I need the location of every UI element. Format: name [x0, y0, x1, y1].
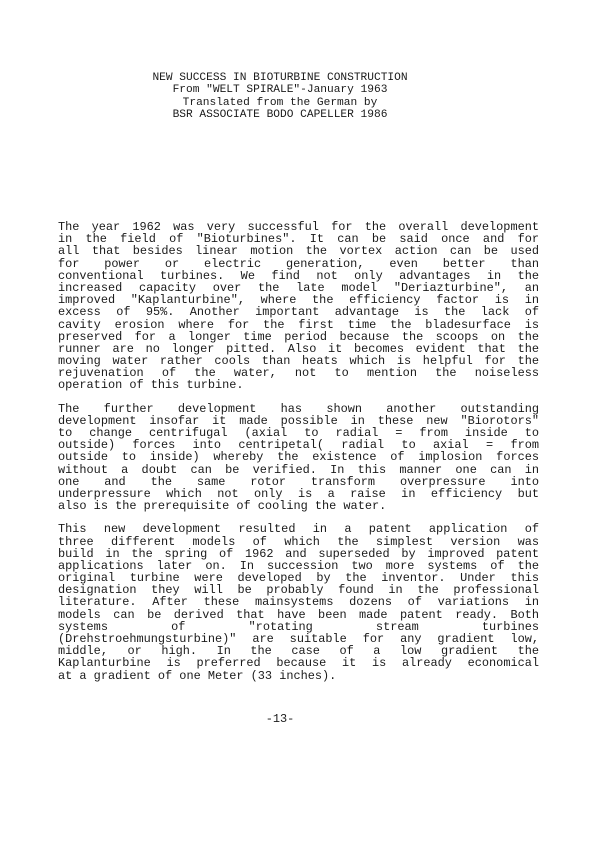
paragraph-line: to change centrifugal (axial to radial = from inside to — [58, 426, 539, 440]
paragraph-line: systems of "rotating stream turbines — [58, 619, 539, 634]
paragraph-line: underpressure which not only is a raise in efficiency but — [58, 486, 539, 501]
paragraph-line: one and the same rotor transform overpressure into — [58, 474, 539, 489]
paragraph-line: improved "Kaplanturbine", where the efficiency factor is in — [58, 293, 539, 308]
paragraph-line: without a doubt can be verified. In this manner one can in — [58, 462, 539, 477]
paragraph-line: also is the prerequisite of cooling the water. — [58, 499, 387, 514]
paragraph-line: literature. After these mainsystems dozens of variations in — [58, 595, 539, 610]
paragraph-line: preserved for a longer time period because the scoops on the — [58, 329, 539, 344]
document-body — [58, 221, 539, 693]
paragraph-line: The further development has shown another outstanding — [58, 401, 539, 416]
paragraph-line: development insofar it made possible in these new "Biorotors" — [58, 413, 539, 428]
paragraph-line: runner are no longer pitted. Also it becomes evident that the — [58, 341, 539, 356]
paragraph-line: (Drehstroehmungsturbine)" are suitable for any gradient low, — [58, 632, 539, 646]
paragraph-line: for power or electric generation, even better than — [58, 256, 539, 271]
document-source: From "WELT SPIRALE"-January 1963 — [172, 84, 388, 97]
paragraph-line: three different models of which the simplest version was — [58, 534, 539, 549]
paragraph-line: outside) forces into centripetal( radial to axial = from — [58, 438, 539, 453]
translation-note: Translated from the German by — [182, 96, 378, 109]
paragraph-1 — [58, 221, 539, 392]
paragraph-line: original turbine were developed by the inventor. Under this — [58, 571, 539, 586]
paragraph-line: build in the spring of 1962 and superseded by improved patent — [58, 546, 539, 561]
page-number: -13- — [265, 712, 295, 726]
paragraph-2 — [58, 403, 539, 513]
paragraph-line: The year 1962 was very successful for the overall development — [58, 220, 539, 234]
paragraph-line: operation of this turbine. — [58, 378, 244, 393]
paragraph-line: excess of 95%. Another important advantage is the lack of — [58, 305, 539, 320]
paragraph-line: Kaplanturbine is preferred because it is already economical — [58, 656, 539, 671]
paragraph-line: conventional turbines. We find not only advantages in the — [58, 268, 539, 283]
paragraph-line: moving water rather cools than heats which is helpful for the — [58, 354, 539, 369]
paragraph-3 — [58, 523, 539, 681]
paragraph-line: all that besides linear motion the vortex action can be used — [58, 244, 539, 259]
paragraph-line: middle, or high. In the case of a low gradient the — [58, 644, 539, 659]
document-header — [0, 72, 560, 122]
document-title: NEW SUCCESS IN BIOTURBINE CONSTRUCTION — [152, 72, 408, 84]
paragraph-line: rejuvenation of the water, not to mention the noiseless — [58, 366, 539, 381]
paragraph-line: applications later on. In succession two more systems of the — [58, 558, 539, 573]
paragraph-line: in the field of "Bioturbines". It can be said once and for — [58, 232, 539, 247]
paragraph-line: outside to inside) whereby the existence of implosion forces — [58, 450, 539, 465]
paragraph-line: cavity erosion where for the first time the bladesurface is — [58, 317, 539, 332]
paragraph-line: at a gradient of one Meter (33 inches). — [58, 668, 337, 683]
paragraph-line: increased capacity over the late model "Deriazturbine", an — [58, 280, 539, 295]
paragraph-line: This new development resulted in a patent application of — [58, 522, 539, 537]
paragraph-line: designation they will be probably found in the professional — [58, 583, 539, 598]
paragraph-line: models can be derived that have been made patent ready. Both — [58, 607, 539, 622]
translator-name: BSR ASSOCIATE BODO CAPELLER 1986 — [172, 109, 388, 122]
